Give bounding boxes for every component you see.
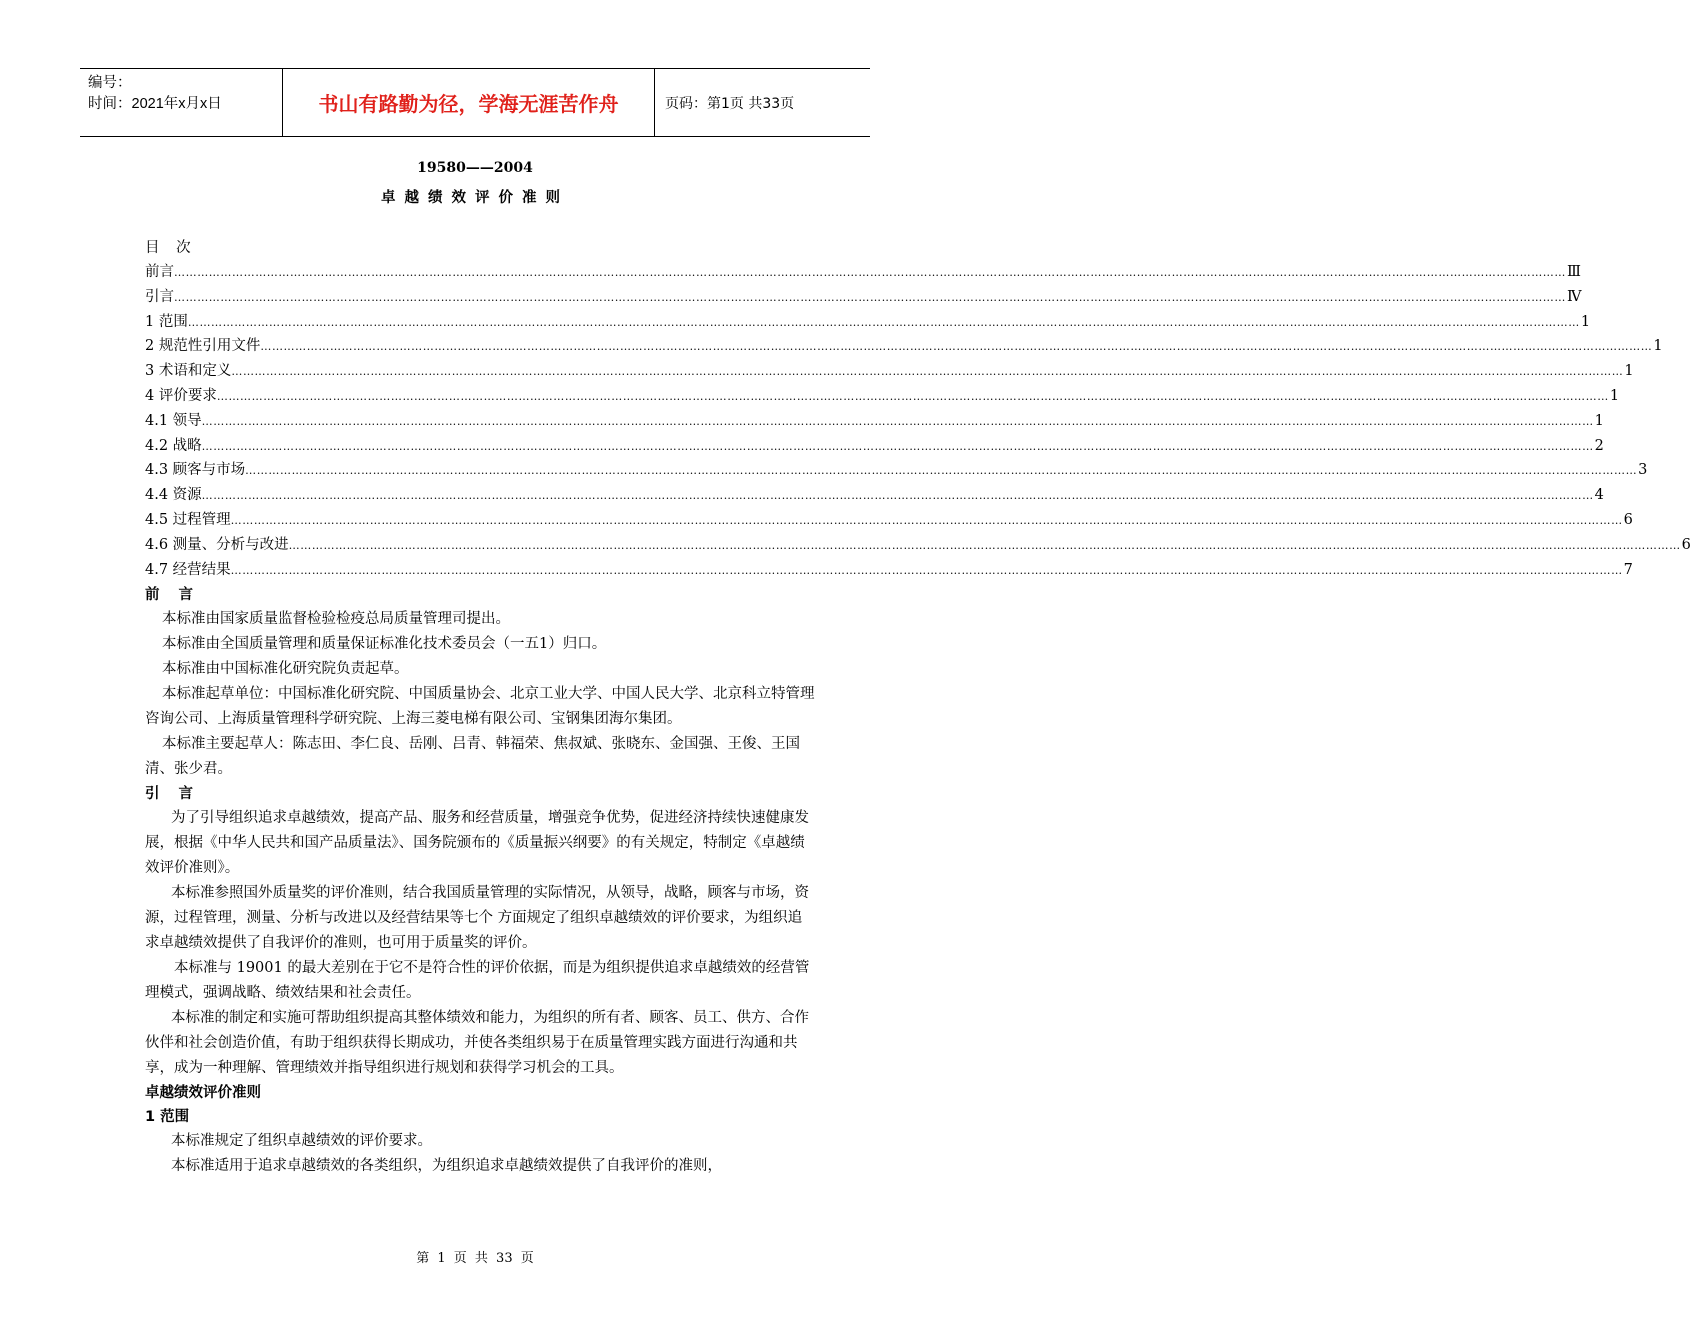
document-title: 卓越绩效评价准则 bbox=[381, 190, 569, 206]
toc-leader-dots: ……………………………………………………………………………………………………………………………………………………………………………………………………………………………………………………………………………………………………………………………… bbox=[174, 290, 1566, 304]
toc-entry-page: 4 bbox=[1594, 487, 1604, 504]
toc-leader-dots: ……………………………………………………………………………………………………………………………………………………………………………………………………………………………………………………………………………………………………………………………… bbox=[260, 340, 1653, 354]
toc-leader-dots: ……………………………………………………………………………………………………………………………………………………………………………………………………………………………………………………………………………………………………………………………… bbox=[230, 563, 1623, 577]
toc-entry-label: 前言 bbox=[145, 264, 174, 280]
toc-entry[interactable] bbox=[145, 533, 1691, 558]
toc-entry-label: 4 评价要求 bbox=[145, 387, 217, 404]
toc-entry[interactable] bbox=[145, 434, 1604, 459]
foreword-paragraph: 本标准由全国质量管理和质量保证标准化技术委员会（一五1）归口。 bbox=[162, 636, 607, 652]
toc-leader-dots: ……………………………………………………………………………………………………………………………………………………………………………………………………………………………………………………………………………………………………………………………… bbox=[245, 464, 1638, 478]
toc-leader-dots: ……………………………………………………………………………………………………………………………………………………………………………………………………………………………………………………………………………………………………………………………… bbox=[201, 414, 1594, 428]
toc-entry-label: 1 范围 bbox=[145, 313, 188, 330]
foreword-heading: 前 言 bbox=[145, 587, 201, 603]
toc-entry-page: 6 bbox=[1623, 511, 1633, 528]
number-label: 编号： bbox=[88, 75, 132, 91]
toc-entry-page: 1 bbox=[1580, 313, 1591, 330]
time-label: 时间：2021年x月x日 bbox=[88, 96, 222, 112]
toc-entry[interactable] bbox=[145, 285, 1582, 310]
toc-entry[interactable] bbox=[145, 384, 1620, 409]
toc-entry-label: 4.6 测量、分析与改进 bbox=[145, 536, 289, 553]
toc-entry-page: 1 bbox=[1653, 338, 1663, 355]
toc-entry[interactable] bbox=[145, 558, 1633, 583]
toc-leader-dots: ……………………………………………………………………………………………………………………………………………………………………………………………………………………………………………………………………………………………………………………………… bbox=[288, 538, 1681, 552]
toc-entry-label: 4.4 资源 bbox=[145, 487, 202, 504]
toc-entry-page: 1 bbox=[1624, 363, 1634, 380]
introduction-paragraph: 本标准参照国外质量奖的评价准则，结合我国质量管理的实际情况，从领导，战略，顾客与市场，资源，过程管理，测量、分析与改进以及经营结果等七个 方面规定了组织卓越绩效的评价要求，为组织追求卓越绩效提供了自我评价的准则，也可用于质量奖的评价。 bbox=[145, 885, 809, 951]
toc-entry[interactable] bbox=[145, 508, 1633, 533]
introduction-heading: 引 言 bbox=[145, 786, 201, 802]
toc-entry-page: Ⅳ bbox=[1567, 288, 1582, 305]
toc-entry-label: 2 规范性引用文件 bbox=[145, 338, 261, 355]
scope-heading: 1 范围 bbox=[145, 1109, 190, 1125]
introduction-paragraph: 本标准与 19001 的最大差别在于它不是符合性的评价依据，而是为组织提供追求卓越绩效的经营管理模式，强调战略、绩效结果和社会责任。 bbox=[145, 960, 810, 1001]
foreword-paragraph: 本标准由中国标准化研究院负责起草。 bbox=[162, 661, 409, 677]
toc-entry-label: 4.7 经营结果 bbox=[145, 561, 231, 578]
toc-entry[interactable] bbox=[145, 458, 1648, 483]
foreword-paragraph: 本标准起草单位：中国标准化研究院、中国质量协会、北京工业大学、中国人民大学、北京科立特管理咨询公司、上海质量管理科学研究院、上海三菱电梯有限公司、宝钢集团海尔集团。 bbox=[145, 686, 815, 727]
table-of-contents bbox=[145, 260, 1691, 582]
document-header bbox=[80, 68, 870, 137]
toc-entry[interactable] bbox=[145, 359, 1634, 384]
scope-paragraph: 本标准适用于追求卓越绩效的各类组织，为组织追求卓越绩效提供了自我评价的准则， bbox=[171, 1158, 722, 1174]
header-page-info: 页码：第1页 共33页 bbox=[665, 95, 795, 112]
toc-entry[interactable] bbox=[145, 334, 1663, 359]
toc-entry-page: 1 bbox=[1594, 412, 1604, 429]
toc-entry[interactable] bbox=[145, 260, 1581, 285]
toc-leader-dots: ……………………………………………………………………………………………………………………………………………………………………………………………………………………………………………………………………………………………………………………………… bbox=[201, 489, 1594, 503]
toc-entry-page: 1 bbox=[1609, 387, 1620, 404]
toc-entry-label: 4.3 顾客与市场 bbox=[145, 462, 246, 479]
standard-heading: 卓越绩效评价准则 bbox=[145, 1085, 261, 1101]
scope-paragraph: 本标准规定了组织卓越绩效的评价要求。 bbox=[171, 1133, 432, 1149]
foreword-paragraph: 本标准主要起草人：陈志田、李仁良、岳刚、吕青、韩福荣、焦叔斌、张晓东、金国强、王俊、王国清、张少君。 bbox=[145, 736, 800, 777]
page-footer: 第 1 页 共 33 页 bbox=[416, 1251, 534, 1266]
header-motto: 书山有路勤为径，学海无涯苦作舟 bbox=[282, 69, 655, 136]
toc-leader-dots: ……………………………………………………………………………………………………………………………………………………………………………………………………………………………………………………………………………………………………………………………… bbox=[201, 439, 1594, 453]
toc-entry[interactable] bbox=[145, 310, 1591, 335]
toc-heading: 目 次 bbox=[145, 240, 197, 256]
toc-entry-page: 2 bbox=[1594, 437, 1604, 454]
toc-entry[interactable] bbox=[145, 483, 1604, 508]
header-meta bbox=[80, 69, 282, 136]
toc-entry-label: 4.2 战略 bbox=[145, 437, 202, 454]
main-content bbox=[145, 583, 815, 1179]
toc-entry-label: 3 术语和定义 bbox=[145, 363, 232, 380]
toc-leader-dots: ……………………………………………………………………………………………………………………………………………………………………………………………………………………………………………………………………………………………………………………………… bbox=[230, 513, 1623, 527]
toc-leader-dots: ……………………………………………………………………………………………………………………………………………………………………………………………………………………………………………………………………………………………………………………………… bbox=[174, 266, 1566, 279]
toc-leader-dots: ……………………………………………………………………………………………………………………………………………………………………………………………………………………………………………………………………………………………………………………………… bbox=[231, 365, 1624, 379]
toc-entry-page: 6 bbox=[1681, 536, 1691, 553]
toc-entry-page: 7 bbox=[1623, 561, 1633, 578]
toc-leader-dots: ……………………………………………………………………………………………………………………………………………………………………………………………………………………………………………………………………………………………………………………………… bbox=[216, 389, 1609, 403]
toc-entry-page: Ⅲ bbox=[1567, 264, 1581, 280]
document-code: 19580——2004 bbox=[417, 160, 533, 176]
toc-entry[interactable] bbox=[145, 409, 1604, 434]
introduction-paragraph: 为了引导组织追求卓越绩效，提高产品、服务和经营质量，增强竞争优势，促进经济持续快速健康发展，根据《中华人民共和国产品质量法》、国务院颁布的《质量振兴纲要》的有关规定，特制定《卓越绩效评价准则》。 bbox=[145, 810, 809, 876]
toc-leader-dots: ……………………………………………………………………………………………………………………………………………………………………………………………………………………………………………………………………………………………………………………………… bbox=[187, 315, 1580, 329]
toc-entry-page: 3 bbox=[1638, 462, 1648, 479]
toc-entry-label: 4.1 领导 bbox=[145, 412, 202, 429]
toc-entry-label: 4.5 过程管理 bbox=[145, 511, 231, 528]
foreword-paragraph: 本标准由国家质量监督检验检疫总局质量管理司提出。 bbox=[162, 611, 510, 627]
introduction-paragraph: 本标准的制定和实施可帮助组织提高其整体绩效和能力，为组织的所有者、顾客、员工、供方、合作伙伴和社会创造价值，有助于组织获得长期成功，并使各类组织易于在质量管理实践方面进行沟通和共享，成为一种理解、管理绩效并指导组织进行规划和获得学习机会的工具。 bbox=[145, 1010, 809, 1076]
toc-entry-label: 引言 bbox=[145, 288, 174, 305]
